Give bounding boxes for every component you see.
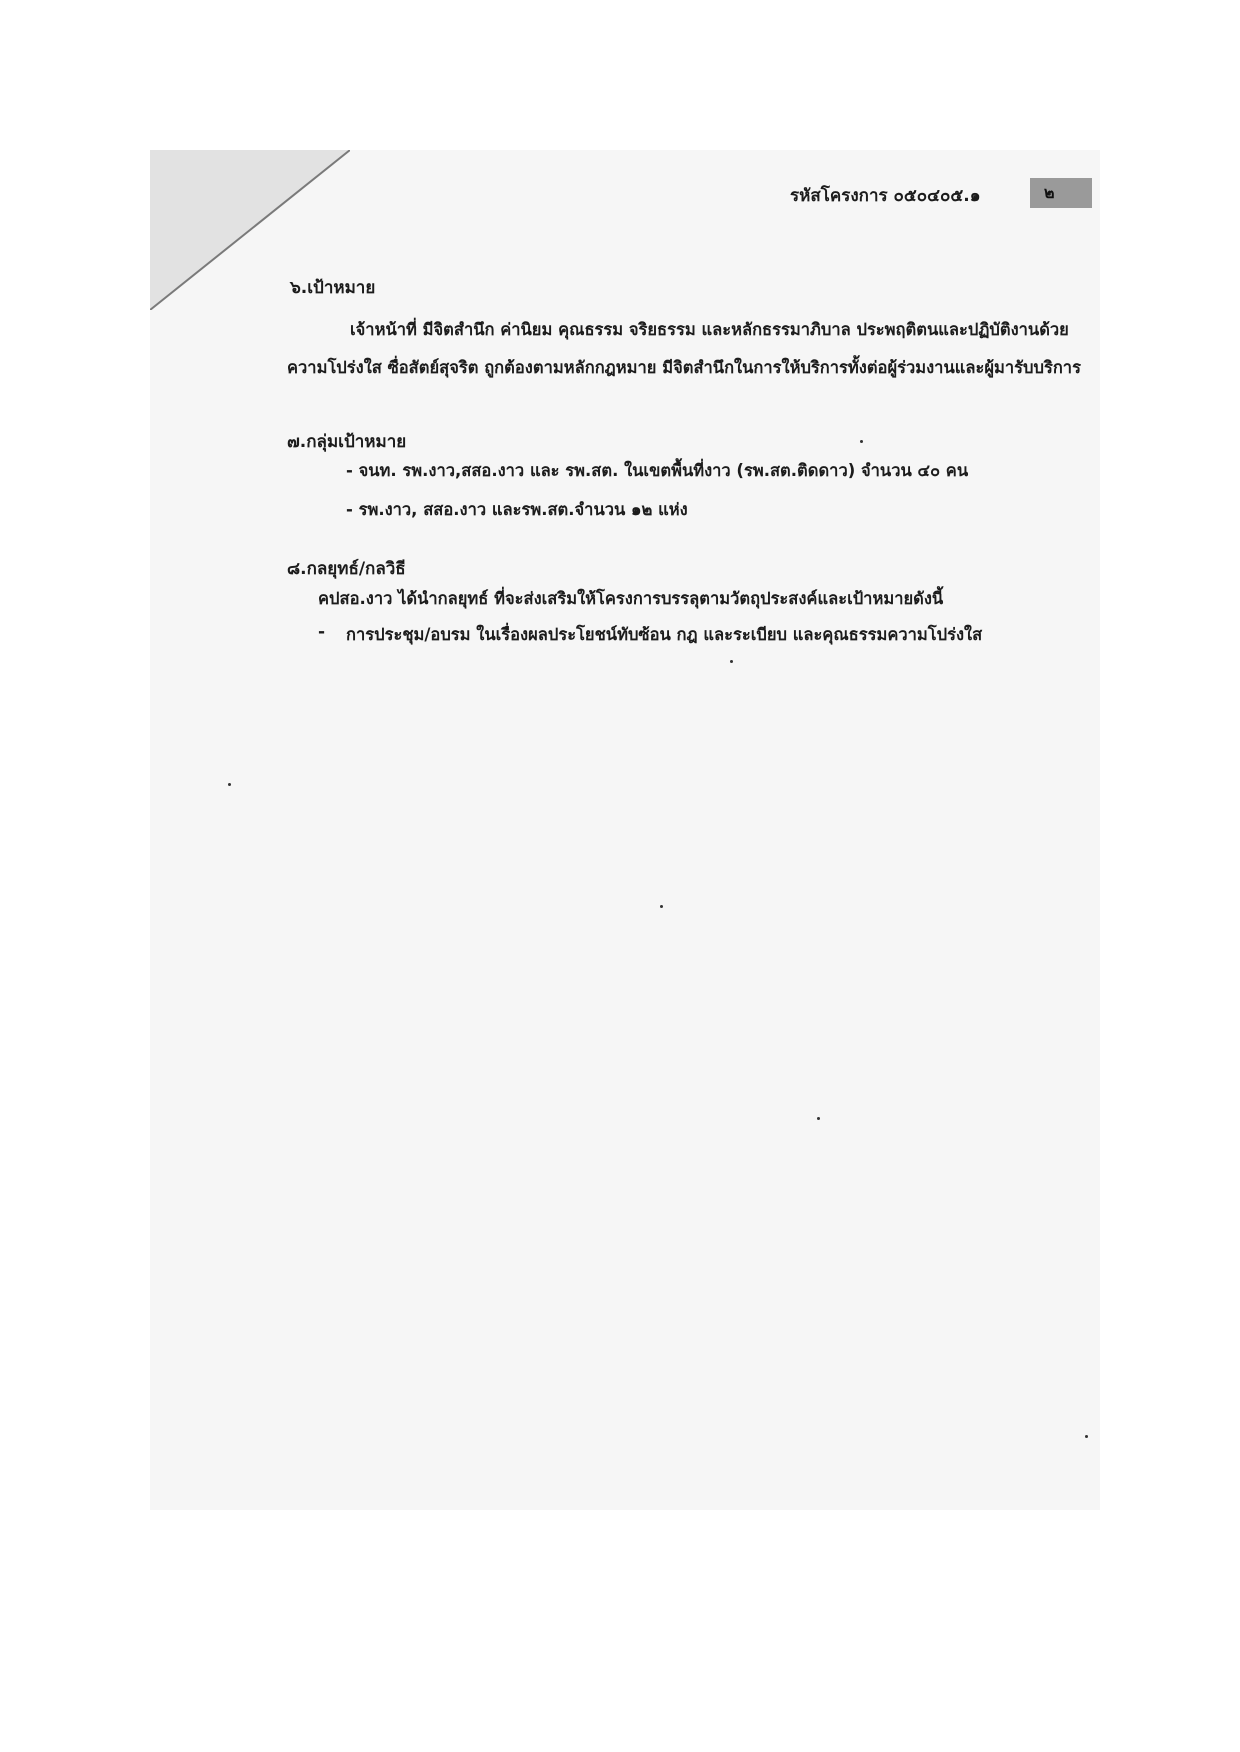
strategy-bullet-1: การประชุม/อบรม ในเรื่องผลประโยชน์ทับซ้อน กฎ และระเบียบ และคุณธรรมความโปร่งใส [346, 625, 983, 644]
scan-speck [660, 905, 663, 908]
strategy-intro: คปสอ.งาว ได้นำกลยุทธ์ ที่จะส่งเสริมให้โครงการบรรลุตามวัตถุประสงค์และเป้าหมายดังนี้ [318, 589, 944, 608]
strategy-heading: ๘.กลยุทธ์/กลวิธี [287, 559, 406, 579]
target-group-item-1: - จนท. รพ.งาว,สสอ.งาว และ รพ.สต. ในเขตพื้นที่งาว (รพ.สต.ติดดาว) จำนวน ๔๐ คน [346, 461, 969, 480]
scanned-page [150, 150, 1100, 1510]
goal-paragraph-line-2: ความโปร่งใส ซื่อสัตย์สุจริต ถูกต้องตามหลักกฎหมาย มีจิตสำนึกในการให้บริการทั้งต่อผู้ร่วมงานและผู้มารับบริการ [287, 358, 1081, 377]
target-group-item-2: - รพ.งาว, สสอ.งาว และรพ.สต.จำนวน ๑๒ แห่ง [346, 500, 688, 519]
project-code: รหัสโครงการ ๐๕๐๔๐๕.๑ [790, 186, 981, 206]
scan-speck [228, 783, 231, 786]
scan-speck [730, 660, 733, 663]
goal-heading: ๖.เป้าหมาย [290, 278, 376, 298]
scan-speck [1085, 1435, 1088, 1438]
page-number-badge: ๒ [1030, 178, 1092, 208]
scan-speck [817, 1117, 820, 1120]
scan-speck [860, 440, 863, 443]
goal-paragraph-line-1: เจ้าหน้าที่ มีจิตสำนึก ค่านิยม คุณธรรม จริยธรรม และหลักธรรมาภิบาล ประพฤติตนและปฏิบัติงานด้วย [350, 320, 1069, 339]
target-group-heading: ๗.กลุ่มเป้าหมาย [287, 432, 407, 452]
bullet-marker: - [318, 622, 326, 642]
